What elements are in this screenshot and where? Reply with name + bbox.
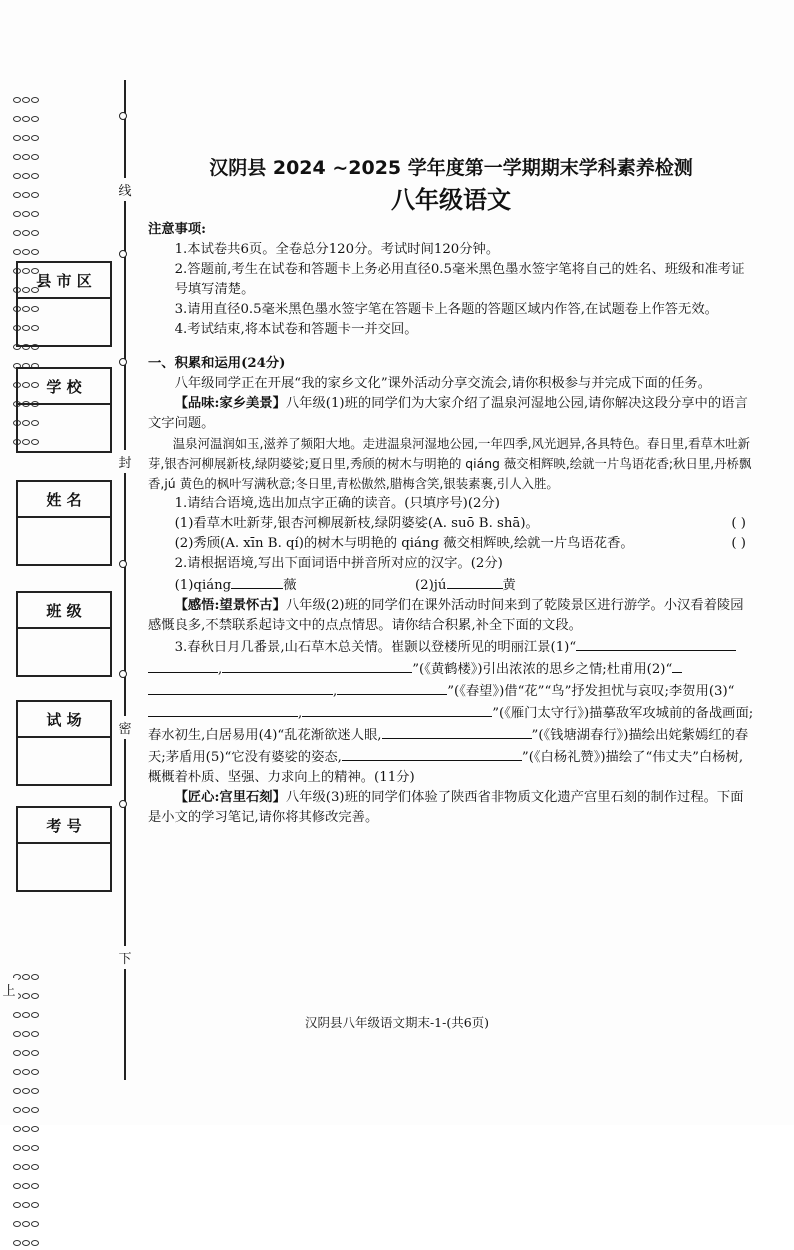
binding-dot: [13, 1145, 21, 1151]
binding-dot: [13, 1221, 21, 1227]
binding-dot: [22, 1240, 30, 1246]
binding-dot: [13, 249, 21, 255]
binding-dot: [13, 192, 21, 198]
binding-dot: [31, 1031, 39, 1037]
binding-dot: [13, 116, 21, 122]
answer-blank[interactable]: [447, 574, 503, 589]
binding-mark-mi: 密: [116, 716, 134, 739]
answer-paren[interactable]: ( ): [731, 536, 746, 551]
binding-dot: [13, 1088, 21, 1094]
binding-dot: [13, 1164, 21, 1170]
binding-dot: [13, 1069, 21, 1075]
notes-heading: 注意事项:: [148, 222, 207, 237]
binding-dot: [22, 230, 30, 236]
question-1-item-text: (2)秀颀(A. xīn B. qí)的树木与明艳的 qiáng 薇交相辉映,绘就一片鸟语花香。: [174, 536, 634, 551]
info-box-label: 姓 名: [18, 482, 110, 518]
binding-dot: [31, 116, 39, 122]
binding-circle: [119, 112, 127, 120]
binding-dot: [22, 173, 30, 179]
binding-circle: [119, 560, 127, 568]
binding-dot: [31, 1164, 39, 1170]
binding-dot: [13, 135, 21, 141]
binding-dot: [13, 1202, 21, 1208]
page-footer: 汉阴县八年级语文期末-1-(共6页): [304, 1015, 490, 1030]
binding-dot: [22, 974, 30, 980]
binding-dot: [31, 1050, 39, 1056]
reading-passage: 温泉河温润如玉,滋养了频阳大地。走进温泉河湿地公园,一年四季,风光迥异,各具特色。春日里,看草木吐新芽,银杏河柳展新枝,绿阴婆娑;夏日里,秀颀的树木与明艳的 qiáng 薇交相辉映,绘就一片鸟语花香;秋日里,丹桥飘香,jú 黄色的枫叶写满秋意;冬日里,青松傲然,腊梅含笑,银装素裹,引人入胜。: [148, 436, 752, 491]
binding-dot: [31, 230, 39, 236]
binding-dot: [22, 1088, 30, 1094]
binding-dot: [31, 173, 39, 179]
binding-dot: [22, 211, 30, 217]
part2-text: 八年级(2)班的同学们在课外活动时间来到了乾陵景区进行游学。小汉看着陵园感慨良多,不禁联系起诗文中的点点情思。请你结合积累,补全下面的文段。: [148, 598, 744, 633]
binding-dot: [22, 1050, 30, 1056]
dot-pattern-bottom: [12, 965, 42, 1250]
binding-dot: [22, 1126, 30, 1132]
binding-circle: [119, 670, 127, 678]
answer-blank[interactable]: [337, 680, 447, 695]
q3-text: ”(《白杨礼赞》)描绘了“伟丈夫”白杨树,概概着朴质、坚强、力求向上的精神。(11分): [148, 750, 744, 785]
part1-text: 八年级(1)班的同学们为大家介绍了温泉河湿地公园,请你解决这段分享中的语言文字问题。: [148, 396, 748, 431]
binding-dot: [31, 1202, 39, 1208]
q3-text: ”(《春望》)借“花”“鸟”抒发担忧与哀叹;李贺用(3)“: [447, 684, 735, 699]
binding-dot: [22, 1145, 30, 1151]
binding-dot: [22, 97, 30, 103]
binding-dot: [31, 97, 39, 103]
binding-dot: [13, 1031, 21, 1037]
q2-suffix: 黄: [502, 578, 516, 593]
note-item: 2.答题前,考生在试卷和答题卡上务必用直径0.5毫米黑色墨水签字笔将自己的姓名、班级和准考证号填写清楚。: [174, 262, 745, 297]
binding-dot: [22, 1221, 30, 1227]
binding-dot: [31, 135, 39, 141]
question-1-item: [148, 534, 754, 554]
note-item: 1.本试卷共6页。全卷总分120分。考试时间120分钟。: [174, 242, 500, 257]
binding-dot: [31, 1069, 39, 1075]
binding-circle: [119, 250, 127, 258]
section-intro: 八年级同学正在开展“我的家乡文化”课外活动分享交流会,请你积极参与并完成下面的任务。: [174, 376, 711, 391]
question-2-items: [148, 574, 754, 596]
q3-text: 3.春秋日月几番景,山石草木总关情。崔颢以登楼所见的明丽江景(1)“: [174, 640, 577, 655]
binding-dot: [22, 1183, 30, 1189]
binding-dot: [31, 1221, 39, 1227]
binding-dot: [13, 1107, 21, 1113]
binding-dot: [13, 1126, 21, 1132]
note-item: 3.请用直径0.5毫米黑色墨水签字笔在答题卡上各题的答题区域内作答,在试题卷上作答无效。: [174, 302, 718, 317]
binding-mark-shang: 上: [0, 978, 18, 1001]
binding-dot: [31, 192, 39, 198]
binding-dot: [31, 1126, 39, 1132]
q2-suffix: 薇: [283, 578, 297, 593]
binding-dot: [22, 116, 30, 122]
binding-circle: [119, 358, 127, 366]
binding-dot: [22, 1164, 30, 1170]
binding-dot: [22, 249, 30, 255]
question-1-item-text: (1)看草木吐新芽,银杏河柳展新枝,绿阴婆娑(A. suō B. shā)。: [174, 516, 539, 531]
binding-dot: [31, 211, 39, 217]
part3-text: 八年级(3)班的同学们体验了陕西省非物质文化遗产宫里石刻的制作过程。下面是小文的学习笔记,请你将其修改完善。: [148, 790, 744, 825]
binding-dot: [22, 1202, 30, 1208]
binding-dot: [31, 1240, 39, 1246]
q3-text: ”(《黄鹤楼》)引出浓浓的思乡之情;杜甫用(2)“: [412, 662, 673, 677]
binding-dot: [22, 1031, 30, 1037]
part1-tag: 【品味:家乡美景】: [174, 396, 286, 411]
binding-dot: [31, 154, 39, 160]
info-box-label: 考 号: [18, 808, 110, 844]
part2-paragraph: [148, 596, 754, 636]
binding-dot: [22, 135, 30, 141]
answer-blank[interactable]: [148, 680, 333, 695]
section-heading: 一、积累和运用(24分): [148, 356, 286, 371]
info-box-school[interactable]: [16, 367, 112, 453]
answer-blank[interactable]: [231, 574, 283, 589]
binding-dot: [31, 993, 39, 999]
binding-dot: [22, 1069, 30, 1075]
notes-block: [148, 220, 754, 340]
answer-blank[interactable]: [342, 746, 522, 761]
binding-dot: [13, 154, 21, 160]
info-box-county[interactable]: [16, 261, 112, 347]
subject-title: 八年级语文: [391, 186, 511, 214]
info-box-label: 学 校: [18, 369, 110, 405]
q3-text: ”(《钱塘湖春行》)描绘出姹紫嫣红的春天;茅盾用(5)“它没有婆娑的姿态,: [148, 728, 749, 765]
binding-mark-feng: 封: [116, 450, 134, 473]
part3-paragraph: [148, 788, 754, 828]
answer-blank[interactable]: [148, 658, 218, 673]
question-2: 2.请根据语境,写出下面词语中拼音所对应的汉字。(2分): [174, 556, 503, 571]
binding-dot: [13, 1050, 21, 1056]
binding-mark-xian: 线: [116, 178, 134, 201]
binding-circle: [119, 800, 127, 808]
part1-paragraph: [148, 394, 754, 434]
info-box-label: 班 级: [18, 593, 110, 629]
exam-content: [148, 158, 754, 828]
info-box-label: 县 市 区: [18, 263, 110, 299]
part3-tag: 【匠心:宫里石刻】: [174, 790, 286, 805]
part2-tag: 【感悟:望景怀古】: [174, 598, 286, 613]
binding-dot: [22, 192, 30, 198]
binding-dot: [31, 1183, 39, 1189]
q3-text: ”(《雁门太守行》)描摹敌军攻城前的备战画面;春水初生,白居易用(4)“乱花渐欲迷人眼,: [148, 706, 754, 743]
binding-dot: [31, 249, 39, 255]
question-1-item: [148, 514, 754, 534]
binding-dot: [13, 173, 21, 179]
answer-paren[interactable]: ( ): [731, 516, 746, 531]
note-item: 4.考试结束,将本试卷和答题卡一并交回。: [174, 322, 418, 337]
binding-dot: [31, 1107, 39, 1113]
binding-dot: [13, 211, 21, 217]
q2-pinyin: (1)qiáng: [174, 578, 232, 593]
q2-pinyin: (2)jú: [414, 578, 447, 593]
binding-dot: [22, 154, 30, 160]
exam-title: 汉阴县 2024 ~2025 学年度第一学期期末学科素养检测: [209, 157, 693, 179]
question-1: 1.请结合语境,选出加点字正确的读音。(只填序号)(2分): [174, 496, 500, 511]
info-box-class[interactable]: [16, 591, 112, 677]
binding-dot: [22, 1107, 30, 1113]
question-3: 3.春秋日月几番景,山石草木总关情。崔颢以登楼所见的明丽江景(1)“ , ”(《黄鹤楼》)引出浓浓的思乡之情;杜甫用(2)“ , ”(《春望》)借“花”“鸟”抒发担忧与哀叹;李贺用(3)“, ”(《雁门太守行》)描摹敌军攻城前的备战画面;春水初生,白居易用(4)“乱花渐欲迷人眼, ”(《钱塘湖春行》)描绘出姹紫嫣红的春天;茅盾用(5)“它没有婆娑的姿态, ”(《白杨礼赞》)描绘了“伟丈夫”白杨树,概概着朴质、坚强、力求向上的精神。(11分): [148, 636, 754, 788]
binding-dot: [31, 1088, 39, 1094]
binding-dot: [31, 974, 39, 980]
info-box-exam-room[interactable]: [16, 700, 112, 786]
binding-mark-xia: 下: [116, 946, 134, 969]
answer-blank[interactable]: [302, 702, 492, 717]
answer-blank[interactable]: [672, 658, 682, 673]
answer-blank[interactable]: [222, 658, 412, 673]
answer-blank[interactable]: [382, 724, 532, 739]
info-box-label: 试 场: [18, 702, 110, 738]
binding-dot: [22, 993, 30, 999]
binding-line: [124, 80, 126, 1080]
binding-dot: [13, 97, 21, 103]
binding-dot: [13, 1240, 21, 1246]
binding-dot: [13, 1183, 21, 1189]
answer-blank[interactable]: [148, 702, 298, 717]
answer-blank[interactable]: [576, 636, 736, 651]
binding-dot: [31, 1145, 39, 1151]
binding-dot: [13, 230, 21, 236]
info-box-name[interactable]: [16, 480, 112, 566]
info-box-exam-number[interactable]: [16, 806, 112, 892]
